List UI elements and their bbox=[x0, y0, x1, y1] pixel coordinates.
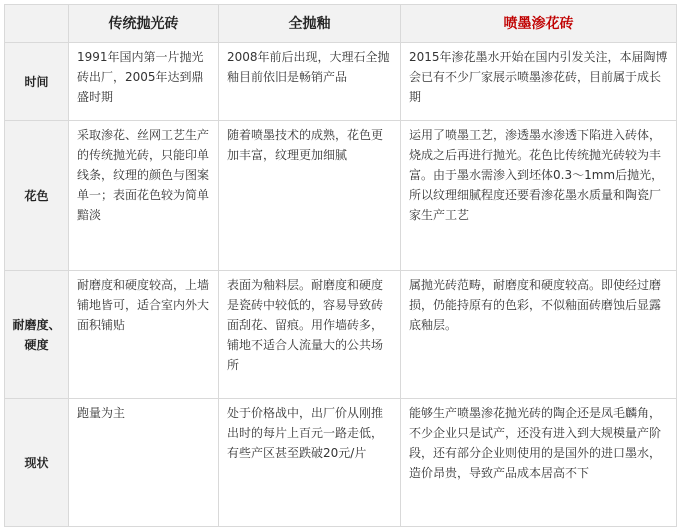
table-header-row bbox=[5, 5, 677, 43]
cell-wear-full-glaze: 表面为釉料层。耐磨度和硬度是瓷砖中较低的，容易导致砖面刮花、留痕。用作墙砖多，铺地不适合人流量大的公共场所 bbox=[219, 271, 401, 399]
table-row bbox=[5, 43, 677, 121]
row-label-pattern: 花色 bbox=[5, 121, 69, 271]
cell-status-traditional: 跑量为主 bbox=[69, 399, 219, 527]
cell-time-full-glaze: 2008年前后出现，大理石全抛釉目前依旧是畅销产品 bbox=[219, 43, 401, 121]
cell-status-full-glaze: 处于价格战中，出厂价从刚推出时的每片上百元一路走低，有些产区甚至跌破20元/片 bbox=[219, 399, 401, 527]
header-corner-cell bbox=[5, 5, 69, 43]
row-label-wear-hardness: 耐磨度、硬度 bbox=[5, 271, 69, 399]
cell-pattern-traditional: 采取渗花、丝网工艺生产的传统抛光砖，只能印单线条，纹理的颜色与图案单一；表面花色较为简单黯淡 bbox=[69, 121, 219, 271]
cell-pattern-full-glaze: 随着喷墨技术的成熟，花色更加丰富，纹理更加细腻 bbox=[219, 121, 401, 271]
cell-wear-traditional: 耐磨度和硬度较高，上墙铺地皆可，适合室内外大面积铺贴 bbox=[69, 271, 219, 399]
header-inkjet-infiltration-tile: 喷墨渗花砖 bbox=[401, 5, 677, 43]
row-label-time: 时间 bbox=[5, 43, 69, 121]
row-label-status: 现状 bbox=[5, 399, 69, 527]
cell-time-traditional: 1991年国内第一片抛光砖出厂，2005年达到鼎盛时期 bbox=[69, 43, 219, 121]
cell-status-inkjet: 能够生产喷墨渗花抛光砖的陶企还是凤毛麟角，不少企业只是试产，还没有进入到大规模量产阶段，还有部分企业则使用的是国外的进口墨水，造价昂贵，导致产品成本居高不下 bbox=[401, 399, 677, 527]
comparison-table bbox=[4, 4, 677, 527]
cell-pattern-inkjet: 运用了喷墨工艺，渗透墨水渗透下陷进入砖体，烧成之后再进行抛光。花色比传统抛光砖较为丰富。由于墨水需渗入到坯体0.3～1mm后抛光，所以纹理细腻程度还要看渗花墨水质量和陶瓷厂家生产工艺 bbox=[401, 121, 677, 271]
table-row bbox=[5, 121, 677, 271]
cell-wear-inkjet: 属抛光砖范畴，耐磨度和硬度较高。即使经过磨损，仍能持原有的色彩，不似釉面砖磨蚀后显露底釉层。 bbox=[401, 271, 677, 399]
header-traditional-polished-tile: 传统抛光砖 bbox=[69, 5, 219, 43]
table-row bbox=[5, 271, 677, 399]
header-full-polished-glaze: 全抛釉 bbox=[219, 5, 401, 43]
table-row bbox=[5, 399, 677, 527]
cell-time-inkjet: 2015年渗花墨水开始在国内引发关注，本届陶博会已有不少厂家展示喷墨渗花砖，目前属于成长期 bbox=[401, 43, 677, 121]
